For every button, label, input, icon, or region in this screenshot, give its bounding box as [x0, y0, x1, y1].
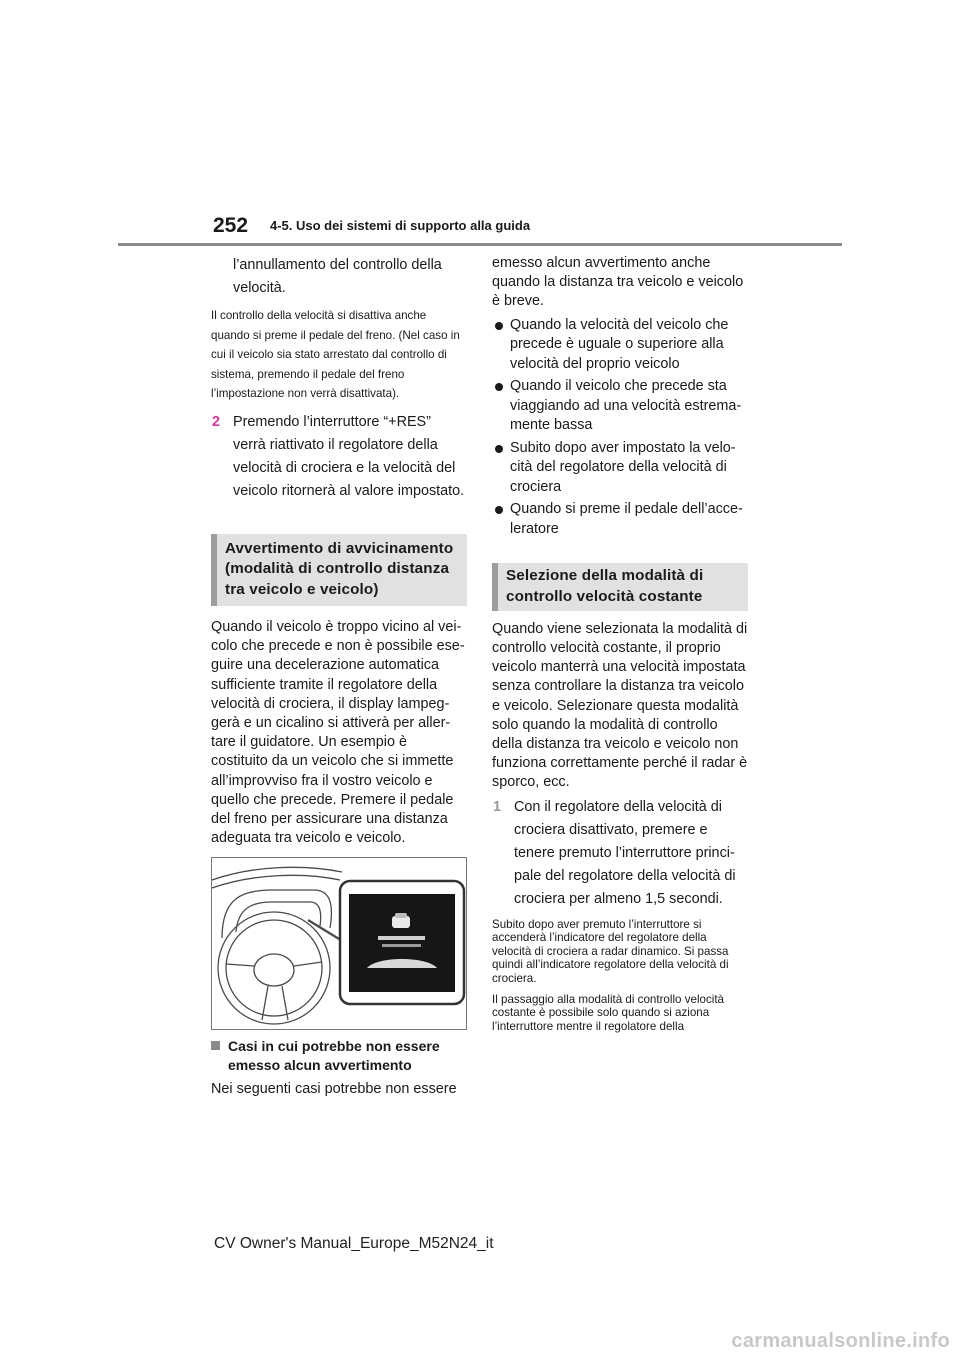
condition-list	[492, 316, 748, 540]
list-item	[492, 377, 748, 436]
header-divider	[118, 243, 842, 246]
step-text: Con il regolatore della velocità di crociera disattivato, premere e tenere premuto l’interruttore principale del regolatore della velocità di crociera per almeno 1,5 secondi.	[514, 798, 736, 907]
note-text: Il controllo della velocità si disattiva anche quando si preme il pedale del freno. (Nel caso in cui il veicolo sia stato arrestato dal controllo di sistema, premendo il pedale del freno l’impostazione non verrà disattivata).	[211, 309, 460, 400]
bullet-dot-icon	[495, 322, 503, 330]
list-item-text: Subito dopo aver impostato la velocità del regolatore della velocità di crociera	[510, 439, 736, 495]
instrument-cluster-figure	[211, 857, 467, 1030]
list-item	[492, 500, 748, 539]
step-number: 2	[212, 413, 221, 430]
note-text: Subito dopo aver premuto l’interruttore si accenderà l’indicatore del regolatore della velocità di crociera a radar dinamico. Si passa quindi all’indicatore regolatore della velocità di crociera.	[492, 917, 729, 985]
list-item-text: Quando si preme il pedale dell’acceleratore	[510, 501, 743, 537]
section-heading-approach-warning: Avvertimento di avvicinamento (modalità di controllo distanza tra veicolo e veicolo)	[211, 534, 467, 606]
list-item-text: Quando il veicolo che precede sta viaggiando ad una velocità estremamente bassa	[510, 378, 742, 434]
list-item-text: Quando la velocità del veicolo che precede è uguale o superiore alla velocità del proprio veicolo	[510, 316, 729, 372]
subheading-no-warning	[211, 1037, 467, 1075]
body-paragraph: Quando viene selezionata la modalità di controllo velocità costante, il proprio veicolo manterrà una velocità impostata senza controllare la distanza tra veicolo e veicolo. Selezionare questa modalità solo quando la modalità di controllo della distanza tra veicolo e veicolo non funziona correttamente perché il radar è sporco, ecc.	[492, 620, 748, 791]
section-heading-constant-speed: Selezione della modalità di controllo velocità costante	[492, 563, 748, 611]
subheading-text: Casi in cui potrebbe non essere emesso alcun avvertimento	[228, 1038, 440, 1074]
bullet-dot-icon	[495, 506, 503, 514]
right-column	[492, 254, 748, 1033]
cluster-illustration	[212, 858, 466, 1029]
continued-text: emesso alcun avvertimento anche quando la distanza tra veicolo e veicolo è breve.	[492, 255, 744, 310]
body-paragraph: Nei seguenti casi potrebbe non essere	[211, 1081, 457, 1098]
step-text: Premendo l’interruttore “+RES” verrà riattivato il regolatore della velocità di crociera e la velocità del veicolo ritornerà al valore impostato.	[233, 413, 465, 499]
step-number: 1	[493, 798, 502, 815]
list-item	[492, 316, 748, 375]
square-bullet-icon	[211, 1041, 220, 1050]
bullet-dot-icon	[495, 445, 503, 453]
left-column	[211, 254, 467, 848]
step-2	[211, 411, 467, 503]
note-text: Il passaggio alla modalità di controllo velocità costante è possibile solo quando si aziona l’interruttore mentre il regolatore della	[492, 992, 725, 1033]
page-number: 252	[213, 214, 249, 237]
continued-text-line: l’annullamento del controllo della	[233, 257, 442, 273]
step-1	[492, 796, 748, 911]
watermark: carmanualsonline.info	[731, 1330, 950, 1352]
bullet-dot-icon	[495, 383, 503, 391]
list-item	[492, 439, 748, 498]
continued-text-line: velocità.	[233, 280, 286, 296]
left-column-bottom	[211, 1037, 467, 1100]
body-paragraph: Quando il veicolo è troppo vicino al veicolo che precede e non è possibile eseguire una decelerazione automatica sufficiente tramite il regolatore della velocità di crociera, il display lampeggerà e un cicalino si attiverà per allertare il guidatore. Un esempio è costituito da un veicolo che si immette all’improvviso fra il vostro veicolo e quello che precede. Premere il pedale del freno per assicurare una distanza adeguata tra veicolo e veicolo.	[211, 618, 465, 847]
manual-name: CV Owner's Manual_Europe_M52N24_it	[214, 1235, 494, 1252]
section-title: 4-5. Uso dei sistemi di supporto alla guida	[270, 218, 531, 233]
